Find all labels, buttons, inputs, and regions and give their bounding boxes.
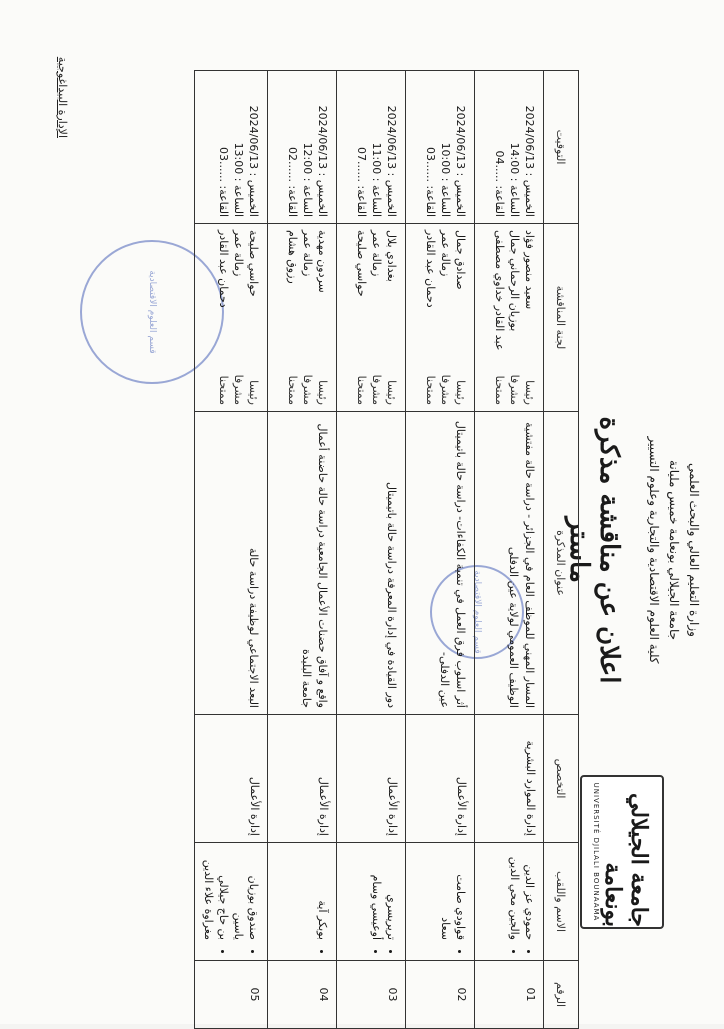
- jury-member: [285, 230, 300, 405]
- jury-cell: [406, 224, 475, 412]
- student-list: [315, 849, 330, 954]
- thesis-title-cell: [475, 412, 544, 715]
- jury-name: زمالة عمر: [232, 230, 245, 277]
- defense-room: القاعة: .....04: [493, 150, 506, 217]
- jury-name: سعيد منصور فؤاد: [523, 230, 536, 310]
- table-row: [406, 71, 475, 1029]
- defense-room: القاعة: ......03: [424, 147, 437, 217]
- jury-member: [300, 230, 315, 405]
- ministry-line: وزارة التعليم العالي والبحث العلمي: [687, 463, 701, 637]
- jury-role: ممتحنا: [424, 375, 437, 405]
- jury-cell: [268, 224, 337, 412]
- signature-label: الإدارة البيداغوجية: [56, 56, 69, 138]
- jury-member: [216, 230, 231, 405]
- specialty-cell: إدارة الأعمال: [195, 715, 268, 843]
- thesis-title-cell: [268, 412, 337, 715]
- jury-member: [246, 230, 261, 405]
- student-cell: [268, 843, 337, 961]
- defense-day: الخميس : 2024/06/13: [385, 105, 398, 217]
- specialty-cell: إدارة الأعمال: [406, 715, 475, 843]
- defense-room: القاعة: ......03: [217, 147, 230, 217]
- jury-role: ممتحنا: [286, 375, 299, 405]
- defense-day: الخميس : 2024/06/13: [316, 105, 329, 217]
- row-number: 05: [195, 961, 268, 1029]
- jury-member: [438, 230, 453, 405]
- student-name: • تريريسري: [384, 849, 399, 940]
- jury-role: مشرفا: [439, 374, 452, 405]
- jury-member: [231, 230, 246, 405]
- table-row: [268, 71, 337, 1029]
- jury-role: مشرفا: [232, 374, 245, 405]
- table-row: [337, 71, 406, 1029]
- jury-member: [453, 230, 468, 405]
- student-cell: [475, 843, 544, 961]
- timing-cell: [337, 71, 406, 224]
- student-cell: [337, 843, 406, 961]
- jury-name: حواسي صليحة: [247, 230, 260, 297]
- jury-member: [492, 230, 507, 405]
- jury-role: رئيسا: [316, 380, 329, 405]
- document-header: [644, 400, 704, 700]
- thesis-title: المسار المهني للموظف العام في الجزائر - دراسة حالة مفتشية الوظيف العمومي لولاية عين الدفلى: [507, 422, 536, 708]
- document-title: اعلان عن مناقشة مذكرة ماستر: [564, 416, 624, 684]
- stamp-text: قسم العلوم الاقتصادية: [147, 270, 157, 354]
- header-timing: التوقيت: [544, 71, 579, 224]
- logo-subtext: UNIVERSITÉ DJILALI BOUNAAMA: [592, 782, 600, 922]
- jury-name: سردون مهدية: [316, 230, 329, 293]
- student-cell: [406, 843, 475, 961]
- defense-hour: الساعة : 14:00: [508, 142, 521, 217]
- jury-role: مشرفا: [301, 374, 314, 405]
- header-thesis-title: عنوان المذكرة: [544, 412, 579, 715]
- jury-member: [384, 230, 399, 405]
- jury-role: مشرفا: [370, 374, 383, 405]
- jury-name: زمالة عمر: [301, 230, 314, 277]
- student-name: • بن حاج جيلالي مغراوة علاء الدين: [201, 849, 231, 940]
- thesis-title: أثر اسلوب فرق العمل في تنمية الكفاءات- دراسة حالة باتيميتال عين الدفلى-: [438, 420, 467, 708]
- jury-role: ممتحنا: [355, 375, 368, 405]
- defense-day: الخميس : 2024/06/13: [454, 105, 467, 217]
- row-number: 03: [337, 961, 406, 1029]
- student-list: [369, 849, 399, 954]
- timing-cell: [475, 71, 544, 224]
- student-name: • بوبكر آية: [315, 849, 330, 940]
- jury-member: [423, 230, 438, 405]
- specialty-cell: إدارة الأعمال: [337, 715, 406, 843]
- thesis-title: البعد الاجتماعي لوظيفة دراسة حالة: [247, 547, 260, 708]
- table-row: [195, 71, 268, 1029]
- defense-day: الخميس : 2024/06/13: [523, 105, 536, 217]
- row-number: 04: [268, 961, 337, 1029]
- jury-name: دحمان عبد القادر: [217, 230, 230, 308]
- jury-member: [315, 230, 330, 405]
- student-cell: [195, 843, 268, 961]
- thesis-title: واقع و آفاق حضنات الأعمال الجامعية دراسة حالة حاضنة أعمال جامعة البليدة: [300, 423, 329, 708]
- specialty-cell: إدارة الأعمال: [268, 715, 337, 843]
- defense-day: الخميس : 2024/06/13: [247, 105, 260, 217]
- jury-name: بوزيان الرحماني جمال: [508, 230, 521, 332]
- row-number: 02: [406, 961, 475, 1029]
- defense-hour: الساعة : 12:00: [301, 142, 314, 217]
- jury-role: ممتحنا: [217, 375, 230, 405]
- table-header-row: [544, 71, 579, 1029]
- jury-name: زمالة عمر: [370, 230, 383, 277]
- jury-member: [522, 230, 537, 405]
- header-jury: لجنة المناقشة: [544, 224, 579, 412]
- defense-hour: الساعة : 13:00: [232, 142, 245, 217]
- jury-member: [354, 230, 369, 405]
- jury-cell: [337, 224, 406, 412]
- defense-hour: الساعة : 11:00: [370, 142, 383, 217]
- thesis-title-cell: [406, 412, 475, 715]
- timing-cell: [268, 71, 337, 224]
- faculty-line: كلية العلوم الاقتصادية والتجارية وعلوم التسيير: [647, 436, 661, 664]
- student-name: • صندوق بوزيان ياسين: [231, 849, 261, 940]
- jury-name: بغدادي بلال: [385, 230, 398, 282]
- jury-role: ممتحنا: [493, 375, 506, 405]
- logo-text: جامعة الجيلالي بونعامة: [600, 793, 652, 927]
- jury-member: [507, 230, 522, 405]
- jury-name: عبد القادر خداوي مصطفى: [493, 230, 506, 351]
- student-name: • والجين محي الدين: [507, 849, 522, 940]
- jury-cell: [475, 224, 544, 412]
- specialty-cell: إدارة الموارد البشرية: [475, 715, 544, 843]
- student-list: [507, 849, 537, 954]
- defense-room: القاعة: ......07: [355, 147, 368, 217]
- timing-cell: [195, 71, 268, 224]
- jury-name: دحمان عبد القادر: [424, 230, 437, 308]
- university-logo: [580, 775, 664, 929]
- jury-name: صدادق جمال: [454, 230, 467, 290]
- jury-role: رئيسا: [385, 380, 398, 405]
- jury-cell: [195, 224, 268, 412]
- university-line: جامعة الجيلالي بونعامة خميس مليانة: [667, 459, 681, 641]
- header-name: الاسم واللقب: [544, 843, 579, 961]
- student-name: • أوعيسي وسام: [369, 849, 384, 940]
- student-list: [438, 849, 468, 954]
- thesis-title-cell: [337, 412, 406, 715]
- defense-room: القاعة: ......02: [286, 147, 299, 217]
- student-list: [201, 849, 261, 954]
- defense-schedule-table: [194, 70, 579, 1029]
- jury-name: زمالة عمر: [439, 230, 452, 277]
- table-row: [475, 71, 544, 1029]
- jury-member: [369, 230, 384, 405]
- row-number: 01: [475, 961, 544, 1029]
- thesis-title: دور القيادة في إدارة المعرفة دراسة حالة باتيميتال: [385, 481, 398, 708]
- student-name: • قواودي صامت سعاد: [438, 849, 468, 940]
- jury-name: رزوق هشام: [286, 230, 299, 284]
- jury-role: رئيسا: [247, 380, 260, 405]
- student-name: • حمودي عز الدين: [522, 849, 537, 940]
- header-specialty: التخصص: [544, 715, 579, 843]
- thesis-title-cell: [195, 412, 268, 715]
- defense-hour: الساعة : 10:00: [439, 142, 452, 217]
- timing-cell: [406, 71, 475, 224]
- stamp-text: قسم العلوم الاقتصادية: [472, 570, 482, 654]
- jury-role: مشرفا: [508, 374, 521, 405]
- jury-role: رئيسا: [523, 380, 536, 405]
- jury-name: حواسي صليحة: [355, 230, 368, 297]
- jury-role: رئيسا: [454, 380, 467, 405]
- header-number: الرقم: [544, 961, 579, 1029]
